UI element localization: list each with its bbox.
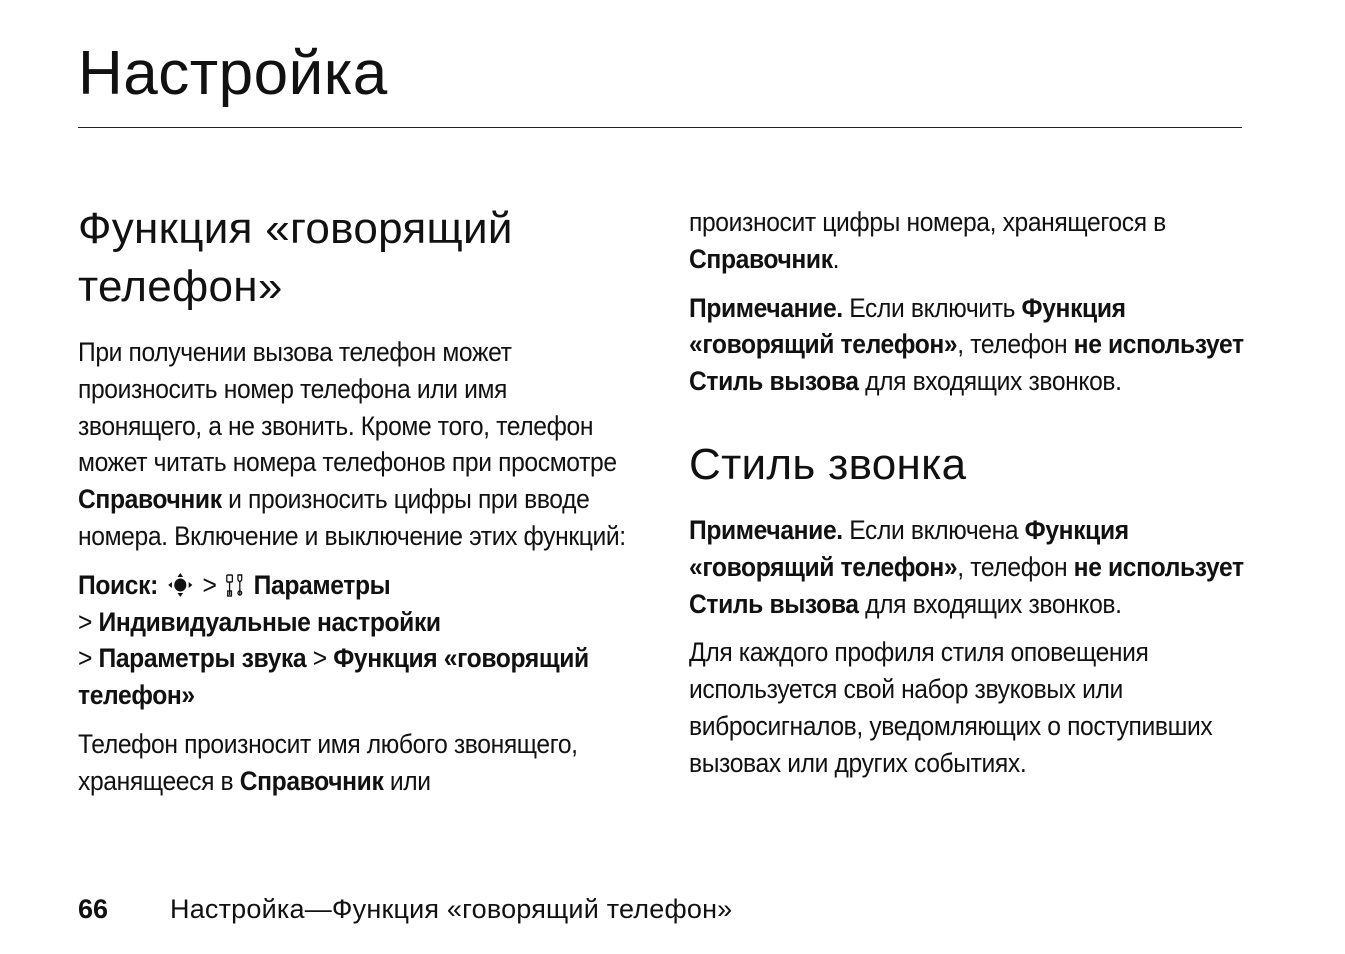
find-label: Поиск: [78, 569, 158, 600]
note-paragraph-2: Примечание. Если включена Функция «говорящий телефон», телефон не использует Стиль вызова для входящих звонков. [689, 514, 1244, 619]
paragraph-continued: произносит цифры номера, хранящегося в Справочник. [689, 207, 1166, 274]
title-divider [78, 127, 1242, 128]
bold-term: Справочник [689, 243, 833, 274]
right-column [689, 204, 1264, 794]
menu-path: Поиск: > Параметры > Индивидуальные настройки > Параметры звука > Функция «говорящий телефон» [78, 569, 589, 711]
note-label: Примечание. [689, 514, 843, 545]
section-heading-ring-style: Стиль звонка [689, 439, 967, 489]
left-column [78, 200, 638, 812]
bold-term: Функция «говорящий телефон» [689, 514, 1129, 582]
bold-term: Функция «говорящий телефон» [689, 292, 1126, 360]
page-title: Настройка [78, 39, 388, 108]
page-number: 66 [78, 894, 109, 924]
settings-icon [225, 571, 245, 597]
path-item-talking-phone: Функция «говорящий телефон» [78, 643, 589, 711]
bold-term: не использует Стиль вызова [689, 551, 1244, 619]
running-head: Настройка—Функция «говорящий телефон» [170, 894, 733, 924]
paragraph-reads-name: Телефон произносит имя любого звонящего, хранящееся в Справочник или [78, 728, 578, 796]
path-item-sound-settings: Параметры звука [98, 643, 307, 674]
note-label: Примечание. [689, 292, 843, 323]
bold-term: Справочник [239, 765, 384, 796]
nav-key-icon [166, 570, 194, 594]
page-footer [78, 894, 732, 925]
bold-term: Справочник [78, 484, 222, 515]
bold-term: не использует Стиль вызова [689, 329, 1244, 397]
section-heading-talking-phone: Функция «говорящий телефон» [78, 204, 513, 311]
profile-paragraph: Для каждого профиля стиля оповещения используется свой набор звуковых или вибросигналов, уведомляющих о поступивших вызовах или других событиях. [689, 637, 1213, 778]
intro-paragraph: При получении вызова телефон может произносить номер телефона или имя звонящего, а не звонить. Кроме того, телефон может читать номера телефонов при просмотре Справочник и произносить цифры при вводе номера. Включение и выключение этих функций: [78, 337, 626, 551]
path-item-settings: Параметры [253, 569, 391, 600]
note-paragraph-1: Примечание. Если включить Функция «говорящий телефон», телефон не использует Стиль вызова для входящих звонков. [689, 292, 1244, 397]
path-item-personalize: Индивидуальные настройки [98, 606, 441, 637]
